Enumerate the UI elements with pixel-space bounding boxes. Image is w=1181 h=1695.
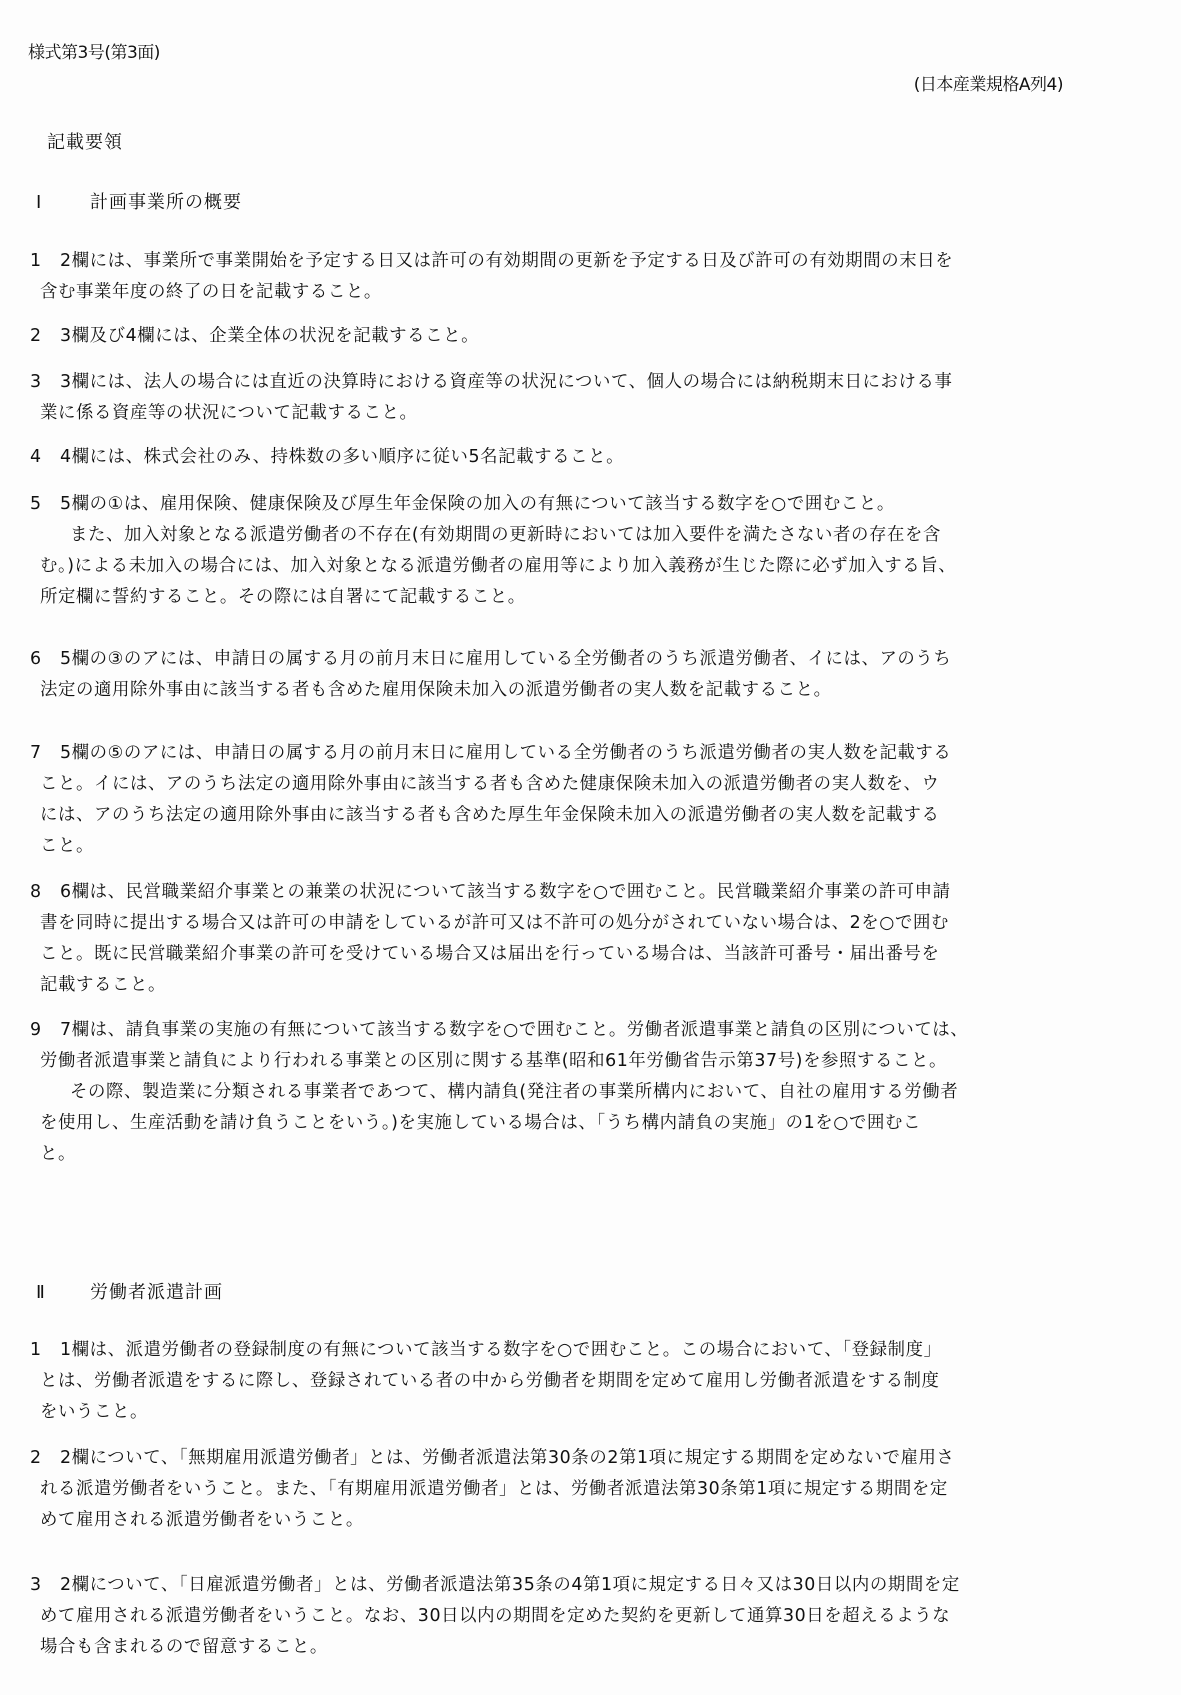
section-2-title <box>30 1278 223 1304</box>
section-2-numeral: Ⅱ <box>36 1282 46 1303</box>
section-1-item-5 <box>30 489 1150 613</box>
item-text: めて雇用される派遣労働者をいうこと。 <box>40 1510 364 1530</box>
item-text: こと。イには、アのうち法定の適用除外事由に該当する者も含めた健康保険未加入の派遣労働者の実人数を、ウ <box>40 774 940 794</box>
item-text: 所定欄に誓約すること。その際には自署にて記載すること。 <box>40 587 526 607</box>
section-1-numeral: Ⅰ <box>36 192 43 213</box>
section-1-item-8 <box>30 877 1150 1001</box>
item-text: 4欄には、株式会社のみ、持株数の多い順序に従い5名記載すること。 <box>60 447 625 467</box>
item-number: 8 <box>30 882 42 902</box>
item-number: 1 <box>30 251 42 271</box>
item-text: 記載すること。 <box>40 975 166 995</box>
item-text: 6欄は、民営職業紹介事業との兼業の状況について該当する数字を○で囲むこと。民営職業紹介事業の許可申請 <box>60 882 951 902</box>
item-text: 3欄には、法人の場合には直近の決算時における資産等の状況について、個人の場合には納税期末日における事 <box>60 372 953 392</box>
item-text: れる派遣労働者をいうこと。また、「有期雇用派遣労働者」とは、労働者派遣法第30条第1項に規定する期間を定 <box>40 1479 948 1499</box>
section-1-item-9 <box>30 1015 1150 1170</box>
item-text: をいうこと。 <box>40 1402 148 1422</box>
item-text: 5欄の③のアには、申請日の属する月の前月末日に雇用している全労働者のうち派遣労働者、イには、アのうち <box>60 649 952 669</box>
item-text: こと。既に民営職業紹介事業の許可を受けている場合又は届出を行っている場合は、当該許可番号・届出番号を <box>40 944 940 964</box>
item-number: 2 <box>30 326 42 346</box>
item-number: 7 <box>30 743 42 763</box>
section-1-title-text: 計画事業所の概要 <box>90 192 242 213</box>
item-text: 法定の適用除外事由に該当する者も含めた雇用保険未加入の派遣労働者の実人数を記載すること。 <box>40 680 832 700</box>
item-text: 場合も含まれるので留意すること。 <box>40 1637 328 1657</box>
item-text: その際、製造業に分類される事業者であつて、構内請負(発注者の事業所構内において、自社の雇用する労働者 <box>70 1082 959 1102</box>
item-text: む。)による未加入の場合には、加入対象となる派遣労働者の雇用等により加入義務が生じた際に必ず加入する旨、 <box>40 556 957 576</box>
item-text: また、加入対象となる派遣労働者の不存在(有効期間の更新時においては加入要件を満たさない者の存在を含 <box>70 525 941 545</box>
form-number: 様式第3号(第3面) <box>28 43 160 63</box>
section-1-title <box>30 188 242 214</box>
item-number: 9 <box>30 1020 42 1040</box>
item-text: とは、労働者派遣をするに際し、登録されている者の中から労働者を期間を定めて雇用し労働者派遣をする制度 <box>40 1371 940 1391</box>
item-text: めて雇用される派遣労働者をいうこと。なお、30日以内の期間を定めた契約を更新して通算30日を超えるような <box>40 1606 951 1626</box>
item-text: 5欄の①は、雇用保険、健康保険及び厚生年金保険の加入の有無について該当する数字を○で囲むこと。 <box>60 494 895 514</box>
item-text: 含む事業年度の終了の日を記載すること。 <box>40 282 382 302</box>
item-text: 5欄の⑤のアには、申請日の属する月の前月末日に雇用している全労働者のうち派遣労働者の実人数を記載する <box>60 743 952 763</box>
item-number: 3 <box>30 372 42 392</box>
item-text: 7欄は、請負事業の実施の有無について該当する数字を○で囲むこと。労働者派遣事業と請負の区別については、 <box>60 1020 969 1040</box>
item-text: 2欄について、「日雇派遣労働者」とは、労働者派遣法第35条の4第1項に規定する日々又は30日以内の期間を定 <box>60 1575 960 1595</box>
paper-size-note: (日本産業規格A列4) <box>913 75 1063 95</box>
section-2-item-3 <box>30 1570 1150 1663</box>
section-1-item-3 <box>30 367 1150 429</box>
section-1-item-4 <box>30 442 1150 473</box>
item-text: と。 <box>40 1144 76 1164</box>
item-text: には、アのうち法定の適用除外事由に該当する者も含めた厚生年金保険未加入の派遣労働者の実人数を記載する <box>40 805 940 825</box>
section-1-item-6 <box>30 644 1150 706</box>
item-number: 1 <box>30 1340 42 1360</box>
item-text: 書を同時に提出する場合又は許可の申請をしているが許可又は不許可の処分がされていない場合は、2を○で囲む <box>40 913 949 933</box>
item-number: 5 <box>30 494 42 514</box>
section-1-item-2 <box>30 321 1150 352</box>
item-text: 労働者派遣事業と請負により行われる事業との区別に関する基準(昭和61年労働省告示第37号)を参照すること。 <box>40 1051 947 1071</box>
item-number: 3 <box>30 1575 42 1595</box>
item-text: 2欄には、事業所で事業開始を予定する日又は許可の有効期間の更新を予定する日及び許可の有効期間の末日を <box>60 251 954 271</box>
document-heading: 記載要領 <box>47 132 123 153</box>
item-text: 3欄及び4欄には、企業全体の状況を記載すること。 <box>60 326 480 346</box>
item-number: 4 <box>30 447 42 467</box>
section-2-item-1 <box>30 1335 1150 1428</box>
item-number: 6 <box>30 649 42 669</box>
section-1-item-1 <box>30 246 1150 308</box>
item-text: 1欄は、派遣労働者の登録制度の有無について該当する数字を○で囲むこと。この場合において、「登録制度」 <box>60 1340 942 1360</box>
item-text: を使用し、生産活動を請け負うことをいう。)を実施している場合は、「うち構内請負の実施」の1を○で囲むこ <box>40 1113 921 1133</box>
section-2-item-2 <box>30 1443 1150 1536</box>
section-2-title-text: 労働者派遣計画 <box>90 1282 223 1303</box>
item-number: 2 <box>30 1448 42 1468</box>
item-text: 2欄について、「無期雇用派遣労働者」とは、労働者派遣法第30条の2第1項に規定する期間を定めないで雇用さ <box>60 1448 955 1468</box>
item-text: 業に係る資産等の状況について記載すること。 <box>40 403 418 423</box>
item-text: こと。 <box>40 836 94 856</box>
section-1-item-7 <box>30 738 1150 862</box>
